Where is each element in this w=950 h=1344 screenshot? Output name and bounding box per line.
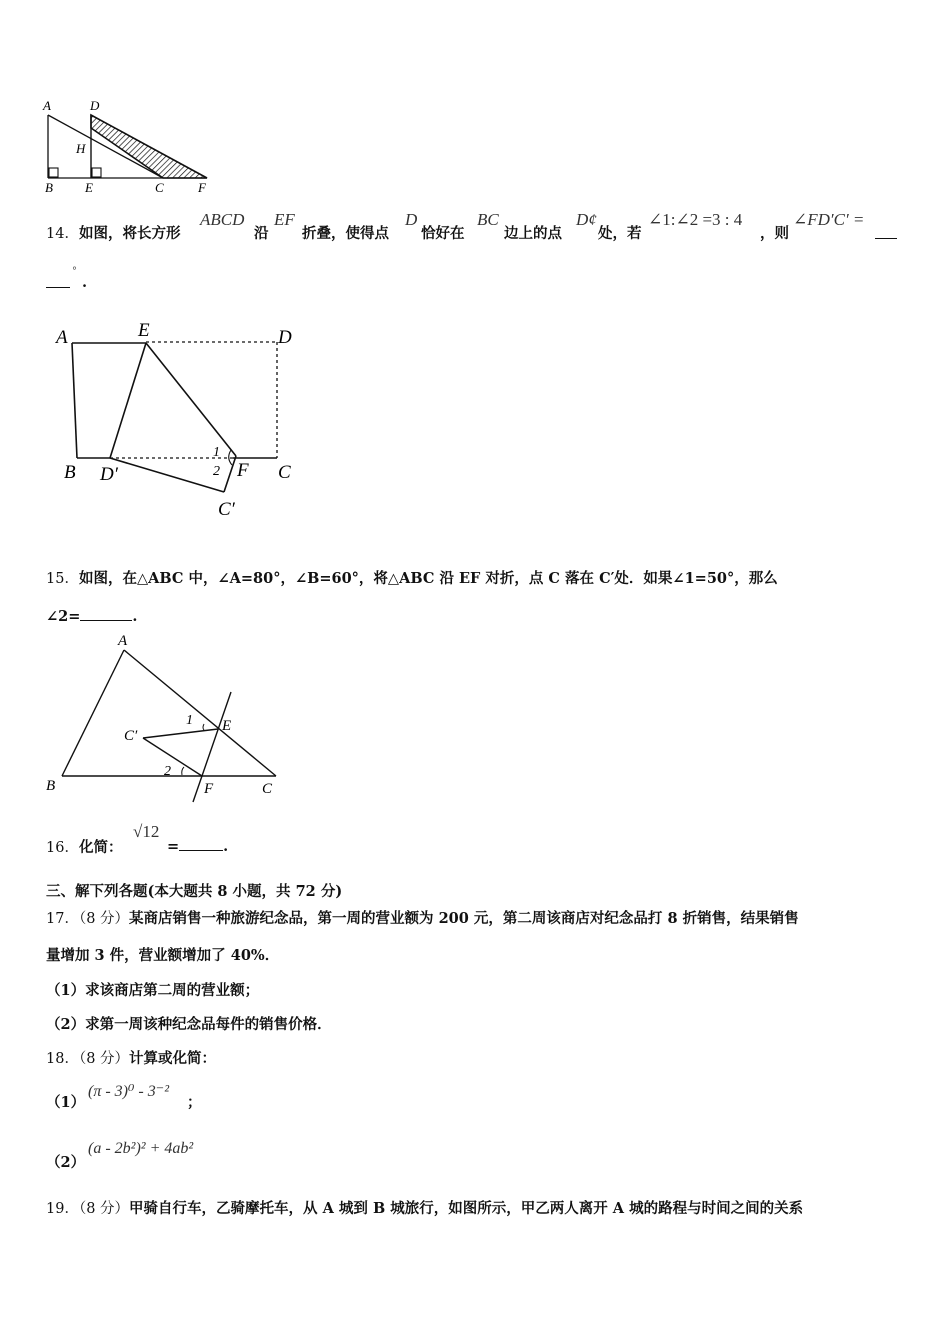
label-Cprime: C′	[124, 728, 138, 744]
figure-q13-triangles	[40, 95, 220, 195]
q14-math-ratio: ∠1:∠2 =3 : 4	[648, 210, 743, 229]
label-F: F	[204, 781, 214, 797]
q18-number: 18．	[46, 1051, 79, 1067]
q14-math-bc: BC	[477, 210, 499, 229]
q18-score: （8 分）	[78, 1051, 130, 1067]
q14-answer-blank-1	[875, 224, 897, 239]
q16-equals: =	[167, 838, 180, 855]
label-B: B	[45, 180, 53, 195]
q14-number: 14．	[46, 226, 79, 242]
q14-answer-blank-2	[46, 273, 70, 288]
label-H: H	[76, 141, 86, 156]
label-E: E	[222, 718, 232, 734]
label-angle-2: 2	[164, 764, 171, 779]
q18-sub1-expr: (π - 3)⁰ - 3⁻²	[88, 1083, 169, 1100]
label-A: A	[118, 633, 128, 649]
label-E: E	[138, 320, 150, 341]
question-17-line-1	[46, 907, 799, 928]
label-F: F	[198, 180, 206, 195]
q16-end: .	[223, 838, 229, 855]
figure-q15-triangle-fold	[40, 630, 300, 805]
question-19	[46, 1197, 803, 1218]
q18-sub1-end: ；	[187, 1094, 202, 1111]
label-angle-2: 2	[213, 464, 220, 479]
q15-text: 如图，在△ABC 中，∠A=80°，∠B=60°，将△ABC 沿 EF 对折，点 C 落在 C′处．如果∠1=50°，那么	[78, 570, 778, 587]
q14-text-6: 处，若	[598, 225, 642, 242]
label-C: C	[278, 462, 291, 483]
label-C: C	[155, 180, 164, 195]
question-18	[46, 1047, 216, 1068]
figure-q14-folded-rectangle	[50, 318, 310, 523]
label-F: F	[237, 460, 249, 481]
q14-math-ef: EF	[274, 210, 295, 229]
question-14	[46, 222, 180, 243]
label-Cprime: C′	[218, 499, 235, 520]
q16-radical: √12	[133, 822, 160, 841]
label-B: B	[46, 778, 56, 794]
label-angle-1: 1	[213, 445, 220, 460]
q18-sub2-label: （2）	[46, 1154, 86, 1171]
q16-text: 化简：	[78, 839, 123, 856]
q16-number: 16．	[46, 840, 79, 856]
label-Dprime: D′	[100, 464, 118, 485]
q14-text-1: 如图，将长方形	[78, 225, 181, 242]
q19-number: 19．	[46, 1201, 79, 1217]
q18-text: 计算或化简：	[129, 1050, 217, 1067]
q15-end: .	[132, 608, 138, 625]
label-A: A	[43, 98, 51, 113]
q14-text-5: 边上的点	[504, 225, 562, 242]
q14-math-angle: ∠FD′C′ =	[793, 210, 865, 229]
q18-sub1-label: （1）	[46, 1094, 86, 1111]
q19-text: 甲骑自行车，乙骑摩托车，从 A 城到 B 城旅行，如图所示，甲乙两人离开 A 城的路程与时间之间的关系	[129, 1200, 804, 1217]
q14-text-4: 恰好在	[421, 225, 465, 242]
q15-number: 15．	[46, 571, 79, 587]
q15-answer-blank	[80, 606, 132, 621]
question-17-line-2: 量增加 3 件，营业额增加了 40%．	[46, 947, 280, 964]
q14-text-7: ，则	[760, 225, 789, 242]
label-E: E	[85, 180, 93, 195]
q14-math-d: D	[405, 210, 418, 229]
label-angle-1: 1	[186, 713, 193, 728]
section-3-title: 三、解下列各题(本大题共 8 小题，共 72 分)	[46, 883, 343, 900]
q18-sub2-expr: (a - 2b²)² + 4ab²	[88, 1140, 194, 1157]
q16-answer	[167, 836, 228, 855]
q14-text-3: 折叠，使得点	[302, 225, 389, 242]
question-16	[46, 836, 122, 857]
label-A: A	[56, 327, 68, 348]
q17-line1: 某商店销售一种旅游纪念品，第一周的营业额为 200 元，第二周该商店对纪念品打 8 折销售，结果销售	[129, 910, 799, 927]
q14-end: .	[82, 274, 88, 291]
q14-text-2: 沿	[254, 225, 269, 242]
q19-score: （8 分）	[78, 1201, 130, 1217]
q17-number: 17．	[46, 911, 79, 927]
q15-line-2	[46, 606, 137, 625]
label-C: C	[262, 781, 273, 797]
label-B: B	[64, 462, 76, 483]
q16-answer-blank	[179, 836, 223, 851]
label-D: D	[278, 327, 292, 348]
label-D: D	[90, 98, 100, 113]
question-17-sub-1: （1）求该商店第二周的营业额；	[46, 982, 260, 999]
q15-prefix: ∠2=	[46, 608, 81, 625]
question-15	[46, 567, 778, 588]
q17-score: （8 分）	[78, 911, 130, 927]
q14-degree: °	[72, 266, 77, 277]
q14-math-dprime: D¢	[576, 210, 597, 229]
q14-math-abcd: ABCD	[200, 210, 245, 229]
question-17-sub-2: （2）求第一周该种纪念品每件的销售价格．	[46, 1016, 332, 1033]
